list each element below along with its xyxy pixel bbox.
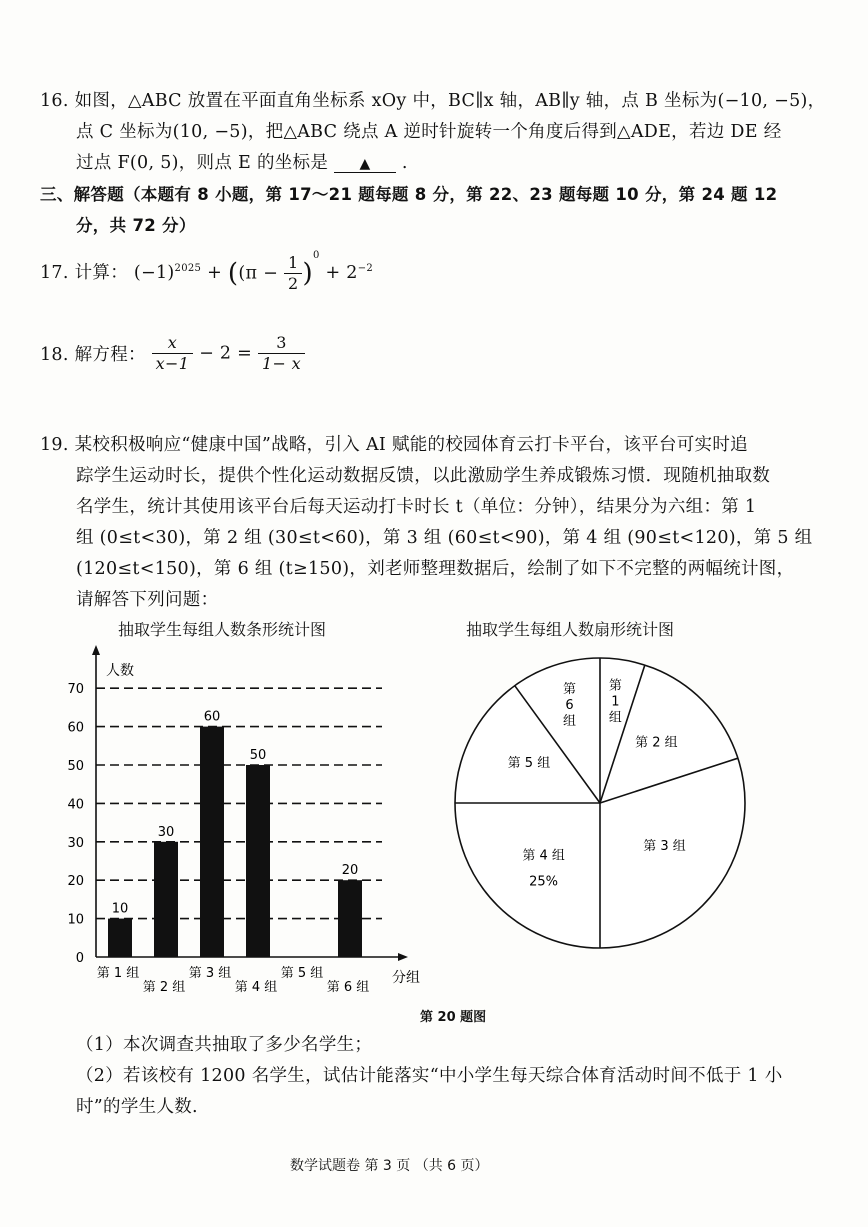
q18-minus: − 2 = [199,343,253,364]
x-tick-label: 第 2 组 [142,980,186,995]
q19-line2: 踪学生运动时长，提供个性化运动数据反馈，以此激励学生养成锻炼习惯．现随机抽取数 [76,466,771,486]
y-tick-label: 40 [67,797,84,813]
q18 [40,333,305,374]
x-tick-label: 第 3 组 [188,966,232,981]
y-tick-label: 20 [67,874,84,890]
x-axis-arrow [398,953,408,961]
x-tick-label: 第 4 组 [234,980,278,995]
q19-line1: 19. 某校积极响应“健康中国”战略，引入 AI 赋能的校园体育云打卡平台，该平台可实时追 [40,435,748,455]
y-tick-label: 50 [67,759,84,774]
x-tick-label: 第 6 组 [326,980,370,995]
y-tick-label: 60 [67,720,84,736]
q18-label: 18. 解方程： [40,345,146,365]
page-footer: 数学试题卷 第 3 页 （共 6 页） [290,1158,489,1174]
q17-exp3: −2 [357,263,374,275]
bar [108,919,132,957]
q17 [40,250,373,294]
q19-sub2-line2: 时”的学生人数. [76,1097,198,1117]
y-tick-label: 30 [67,835,84,851]
q18-lhs-fraction [152,333,194,374]
y-tick-label: 70 [67,682,84,698]
pie-slice-label: 6 [565,698,574,714]
pie-slice-label: 组 [563,714,577,730]
answer-blank: ▲ [334,156,396,173]
q16-line3-text: 过点 F(0, 5)，则点 E 的坐标是 [76,153,329,173]
q19-sub1: （1）本次调查共抽取了多少名学生； [76,1035,373,1055]
pie-chart [440,645,770,965]
pie-slice-label: 第 [608,678,622,694]
bar-chart-title: 抽取学生每组人数条形统计图 [118,620,327,639]
q17-label: 17. 计算： [40,263,128,283]
q18-rhs-num: 3 [258,333,305,354]
x-tick-label: 第 1 组 [96,966,140,981]
q19-sub2-line1: （2）若该校有 1200 名学生，试估计能落实“中小学生每天综合体育活动时间不低于 1 小 [76,1066,783,1086]
bar [338,880,362,957]
y-tick-label: 0 [75,951,84,966]
pie-slice-label: 第 3 组 [643,838,686,854]
q18-lhs-num: x [152,333,194,354]
bar [200,727,224,957]
q16-period: . [401,153,408,173]
q17-exp2: 0 [312,250,320,261]
y-axis-arrow [92,645,100,655]
section-header-line1: 三、解答题（本题有 8 小题，第 17～21 题每题 8 分，第 22、23 题每题 10 分，第 24 题 12 [40,185,778,204]
bar-data-label: 60 [203,709,221,725]
bar-data-label: 30 [157,824,175,840]
pie-slice-label: 1 [611,694,620,710]
q16-line3 [76,149,408,174]
q19-line5: (120≤t<150)，第 6 组 (t≥150)，刘老师整理数据后，绘制了如下不完整的两幅统计图， [76,559,795,579]
q17-paren-open: ( [227,258,239,289]
figure-caption: 第 20 题图 [420,1010,487,1025]
q17-term1: (−1) [133,263,175,283]
y-axis-label: 人数 [106,663,134,679]
bar-data-label: 20 [341,863,359,879]
bar [246,765,270,957]
pie-slice-label: 第 [563,682,577,698]
q17-frac-num: 1 [284,253,302,274]
pie-slice-label: 第 5 组 [507,755,551,771]
q19-line6: 请解答下列问题： [76,590,219,610]
bar-chart [50,645,440,1000]
pie-chart-title: 抽取学生每组人数扇形统计图 [466,620,675,639]
q18-rhs-den: 1− x [262,354,301,373]
pie-slice-percent: 25% [529,874,559,890]
q19-line3: 名学生，统计其使用该平台后每天运动打卡时长 t（单位：分钟），结果分为六组：第 1 [76,497,757,517]
pie-slice-label: 组 [608,710,622,726]
q17-plus2: + 2 [325,263,358,283]
q16-line2: 点 C 坐标为(10, −5)，把△ABC 绕点 A 逆时针旋转一个角度后得到△ADE，若边 DE 经 [76,122,782,142]
q17-fraction [284,253,302,294]
q17-plus1: + [207,263,223,283]
x-tick-label: 第 5 组 [280,966,324,981]
q17-pi: (π − [238,263,279,284]
y-tick-label: 10 [67,912,84,928]
bar [154,842,178,957]
q18-rhs-fraction [258,333,305,374]
pie-slice-label: 第 2 组 [635,735,678,751]
q17-paren-close: ) [302,258,313,289]
q19-line4: 组 (0≤t<30)，第 2 组 (30≤t<60)，第 3 组 (60≤t<90)，第 4 组 (90≤t<120)，第 5 组 [76,528,813,548]
q17-exp1: 2025 [174,263,202,275]
pie-slice-label: 第 4 组 [522,848,565,864]
q16-line1: 16. 如图，△ABC 放置在平面直角坐标系 xOy 中，BC∥x 轴，AB∥y 轴，点 B 坐标为(−10, −5)， [40,91,826,111]
bar-data-label: 10 [111,901,129,917]
q18-lhs-den: x−1 [155,354,190,373]
q17-frac-den: 2 [288,274,299,293]
bar-data-label: 50 [249,748,267,763]
section-header-line2: 分，共 72 分） [76,216,196,235]
x-axis-label: 分组 [392,970,420,986]
